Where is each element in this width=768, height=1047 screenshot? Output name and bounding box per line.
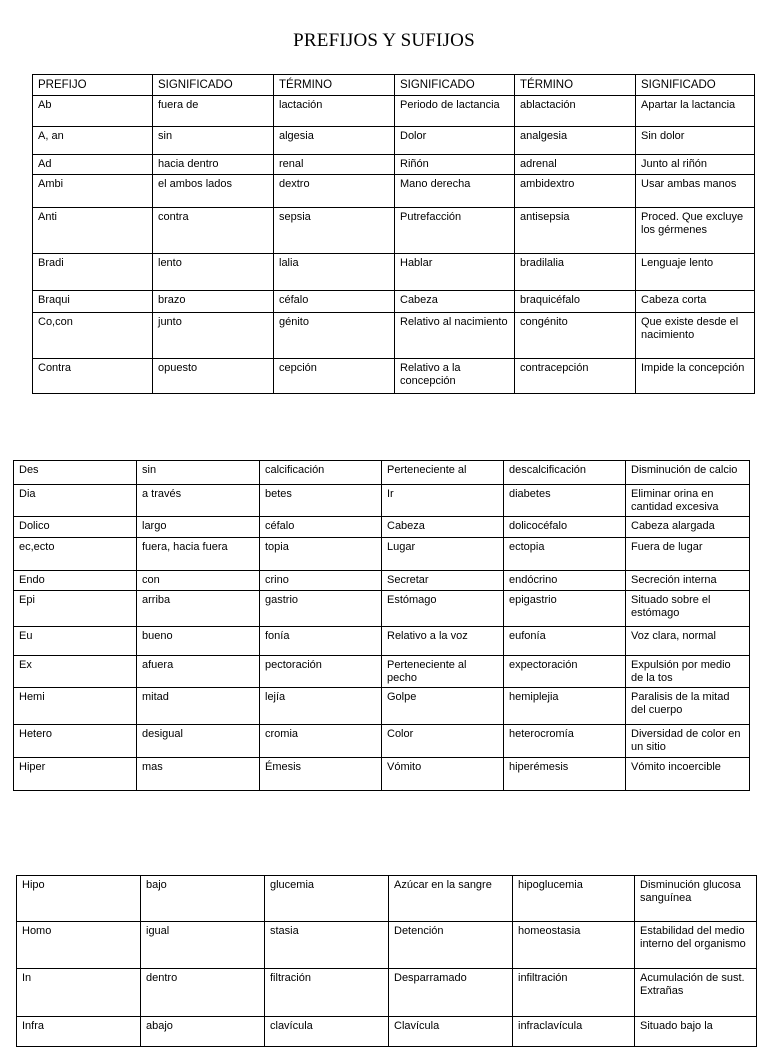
table-cell: Mano derecha — [395, 175, 515, 208]
table-cell: Apartar la lactancia — [636, 96, 755, 127]
table-cell: fuera de — [153, 96, 274, 127]
table-row — [14, 725, 750, 758]
table-row — [33, 359, 755, 394]
table-cell: Clavícula — [389, 1017, 513, 1047]
table-cell: afuera — [137, 656, 260, 688]
table-cell: A, an — [33, 127, 153, 155]
table-cell: contra — [153, 208, 274, 254]
table-cell: expectoración — [504, 656, 626, 688]
table-cell: sin — [137, 461, 260, 485]
table-cell: junto — [153, 313, 274, 359]
table-cell: Hetero — [14, 725, 137, 758]
table-cell: Secretar — [382, 571, 504, 591]
table-cell: céfalo — [260, 517, 382, 538]
table-cell: Acumulación de sust. Extrañas — [635, 969, 757, 1017]
table-cell: Golpe — [382, 688, 504, 725]
table-cell: renal — [274, 155, 395, 175]
table-cell: Fuera de lugar — [626, 538, 750, 571]
table-cell: lactación — [274, 96, 395, 127]
table-cell: Azúcar en la sangre — [389, 876, 513, 922]
header-cell: SIGNIFICADO — [153, 75, 274, 96]
table-cell: bueno — [137, 627, 260, 656]
table-cell: largo — [137, 517, 260, 538]
table-row — [33, 127, 755, 155]
table-cell: Vómito incoercible — [626, 758, 750, 791]
header-cell: SIGNIFICADO — [636, 75, 755, 96]
table-cell: Bradi — [33, 254, 153, 291]
table-cell: Impide la concepción — [636, 359, 755, 394]
table-cell: infiltración — [513, 969, 635, 1017]
table-row — [33, 96, 755, 127]
prefix-table-2 — [13, 460, 750, 791]
table-cell: analgesia — [515, 127, 636, 155]
header-cell: PREFIJO — [33, 75, 153, 96]
table-cell: Usar ambas manos — [636, 175, 755, 208]
table-cell: Detención — [389, 922, 513, 969]
table-cell: opuesto — [153, 359, 274, 394]
table-cell: abajo — [141, 1017, 265, 1047]
table-cell: contracepción — [515, 359, 636, 394]
table-cell: endócrino — [504, 571, 626, 591]
table-cell: calcificación — [260, 461, 382, 485]
table-cell: homeostasia — [513, 922, 635, 969]
table-cell: cromia — [260, 725, 382, 758]
header-cell: TÉRMINO — [274, 75, 395, 96]
table-cell: epigastrio — [504, 591, 626, 627]
table-cell: Ir — [382, 485, 504, 517]
table-cell: Perteneciente al — [382, 461, 504, 485]
table-cell: Proced. Que excluye los gérmenes — [636, 208, 755, 254]
table-cell: lento — [153, 254, 274, 291]
table-cell: bajo — [141, 876, 265, 922]
table-cell: gastrio — [260, 591, 382, 627]
table-cell: dentro — [141, 969, 265, 1017]
table-cell: fuera, hacia fuera — [137, 538, 260, 571]
table-cell: Vómito — [382, 758, 504, 791]
table-cell: Color — [382, 725, 504, 758]
table-row — [14, 656, 750, 688]
table-row — [14, 517, 750, 538]
table-cell: Eliminar orina en cantidad excesiva — [626, 485, 750, 517]
table-row — [14, 627, 750, 656]
table-cell: eufonía — [504, 627, 626, 656]
table-cell: Hemi — [14, 688, 137, 725]
table-cell: Cabeza alargada — [626, 517, 750, 538]
table-cell: ambidextro — [515, 175, 636, 208]
table-row — [17, 1017, 757, 1047]
header-cell: TÉRMINO — [515, 75, 636, 96]
table-cell: adrenal — [515, 155, 636, 175]
table-cell: Diversidad de color en un sitio — [626, 725, 750, 758]
table-cell: glucemia — [265, 876, 389, 922]
table-cell: Ambi — [33, 175, 153, 208]
table-cell: Disminución glucosa sanguínea — [635, 876, 757, 922]
table-cell: el ambos lados — [153, 175, 274, 208]
table-row — [14, 485, 750, 517]
table-cell: In — [17, 969, 141, 1017]
table-cell: lalia — [274, 254, 395, 291]
table-cell: Cabeza corta — [636, 291, 755, 313]
table-cell: Infra — [17, 1017, 141, 1047]
table-row — [14, 538, 750, 571]
table-cell: heterocromía — [504, 725, 626, 758]
table-cell: Relativo al nacimiento — [395, 313, 515, 359]
table-row — [14, 688, 750, 725]
table-cell: génito — [274, 313, 395, 359]
table-cell: Paralisis de la mitad del cuerpo — [626, 688, 750, 725]
table-row — [33, 291, 755, 313]
prefix-table-1 — [32, 74, 755, 394]
table-cell: céfalo — [274, 291, 395, 313]
table-cell: a través — [137, 485, 260, 517]
table-row — [14, 571, 750, 591]
table-row — [33, 155, 755, 175]
table-cell: Cabeza — [382, 517, 504, 538]
table-cell: congénito — [515, 313, 636, 359]
table-cell: Relativo a la voz — [382, 627, 504, 656]
prefix-table-3 — [16, 875, 757, 1047]
table-cell: igual — [141, 922, 265, 969]
table-cell: crino — [260, 571, 382, 591]
table-cell: Braqui — [33, 291, 153, 313]
table-cell: Ex — [14, 656, 137, 688]
table-cell: ec,ecto — [14, 538, 137, 571]
table-cell: Disminución de calcio — [626, 461, 750, 485]
table-cell: ectopia — [504, 538, 626, 571]
table-cell: Co,con — [33, 313, 153, 359]
table-cell: arriba — [137, 591, 260, 627]
table-cell: Endo — [14, 571, 137, 591]
table-row — [14, 758, 750, 791]
table-cell: descalcificación — [504, 461, 626, 485]
table-cell: cepción — [274, 359, 395, 394]
table-cell: Expulsión por medio de la tos — [626, 656, 750, 688]
table-cell: Desparramado — [389, 969, 513, 1017]
page-title: PREFIJOS Y SUFIJOS — [293, 30, 475, 51]
table-cell: clavícula — [265, 1017, 389, 1047]
table-cell: Voz clara, normal — [626, 627, 750, 656]
table-cell: antisepsia — [515, 208, 636, 254]
table-row — [33, 175, 755, 208]
table-cell: Hablar — [395, 254, 515, 291]
header-cell: SIGNIFICADO — [395, 75, 515, 96]
table-cell: filtración — [265, 969, 389, 1017]
table-cell: sin — [153, 127, 274, 155]
table-cell: lejía — [260, 688, 382, 725]
table-cell: Situado sobre el estómago — [626, 591, 750, 627]
table-cell: mas — [137, 758, 260, 791]
table-row — [33, 254, 755, 291]
table-cell: brazo — [153, 291, 274, 313]
table-cell: Ab — [33, 96, 153, 127]
table-cell: Riñón — [395, 155, 515, 175]
table-cell: Dia — [14, 485, 137, 517]
table-cell: hemiplejia — [504, 688, 626, 725]
table-cell: Sin dolor — [636, 127, 755, 155]
table-cell: hacia dentro — [153, 155, 274, 175]
table-cell: Situado bajo la — [635, 1017, 757, 1047]
table-cell: con — [137, 571, 260, 591]
table-row — [14, 461, 750, 485]
table-cell: Estabilidad del medio interno del organismo — [635, 922, 757, 969]
table-cell: Contra — [33, 359, 153, 394]
table-cell: Émesis — [260, 758, 382, 791]
table-row — [17, 969, 757, 1017]
table-cell: Eu — [14, 627, 137, 656]
table-cell: Anti — [33, 208, 153, 254]
table-cell: Epi — [14, 591, 137, 627]
table-cell: Perteneciente al pecho — [382, 656, 504, 688]
table-cell: diabetes — [504, 485, 626, 517]
table-row — [33, 313, 755, 359]
table-cell: pectoración — [260, 656, 382, 688]
table-cell: sepsia — [274, 208, 395, 254]
table-cell: dextro — [274, 175, 395, 208]
table-cell: Hiper — [14, 758, 137, 791]
table-cell: bradilalia — [515, 254, 636, 291]
table-cell: Hipo — [17, 876, 141, 922]
table-cell: Periodo de lactancia — [395, 96, 515, 127]
table-cell: Que existe desde el nacimiento — [636, 313, 755, 359]
table-cell: Putrefacción — [395, 208, 515, 254]
table-row — [33, 208, 755, 254]
table-cell: stasia — [265, 922, 389, 969]
table-cell: Secreción interna — [626, 571, 750, 591]
table-cell: infraclavícula — [513, 1017, 635, 1047]
table-cell: Des — [14, 461, 137, 485]
table-header-row — [33, 75, 755, 96]
table-row — [17, 876, 757, 922]
table-cell: Junto al riñón — [636, 155, 755, 175]
table-cell: desigual — [137, 725, 260, 758]
table-cell: Estómago — [382, 591, 504, 627]
table-cell: Relativo a la concepción — [395, 359, 515, 394]
table-cell: ablactación — [515, 96, 636, 127]
table-cell: Lenguaje lento — [636, 254, 755, 291]
table-cell: dolicocéfalo — [504, 517, 626, 538]
table-cell: Cabeza — [395, 291, 515, 313]
table-row — [14, 591, 750, 627]
table-cell: Dolor — [395, 127, 515, 155]
table-row — [17, 922, 757, 969]
table-cell: Lugar — [382, 538, 504, 571]
table-cell: hiperémesis — [504, 758, 626, 791]
table-cell: Dolico — [14, 517, 137, 538]
table-cell: Homo — [17, 922, 141, 969]
table-cell: Ad — [33, 155, 153, 175]
table-cell: topia — [260, 538, 382, 571]
table-cell: mitad — [137, 688, 260, 725]
table-cell: algesia — [274, 127, 395, 155]
table-cell: hipoglucemia — [513, 876, 635, 922]
table-cell: fonía — [260, 627, 382, 656]
table-cell: braquicéfalo — [515, 291, 636, 313]
table-cell: betes — [260, 485, 382, 517]
